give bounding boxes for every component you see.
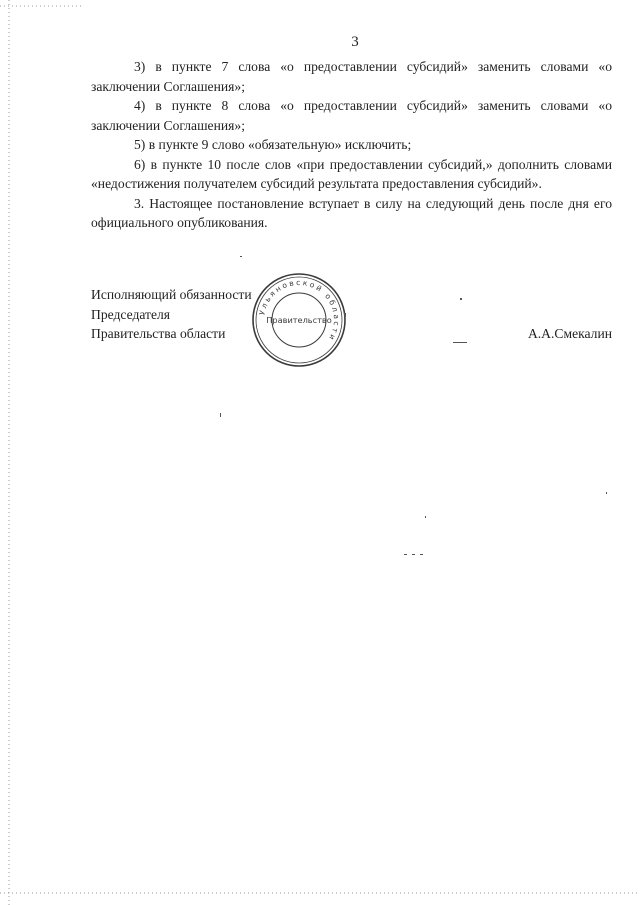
signatory-title-line-3: Правительства области xyxy=(91,326,226,341)
signatory-name: А.А.Смекалин xyxy=(527,326,612,341)
paragraph-item-6: 6) в пункте 10 после слов «при предоставлении субсидий,» дополнить словами «недостижения получателем субсидий результата предоставления субсидий». xyxy=(91,156,612,191)
paragraph-item-3: 3) в пункте 7 слова «о предоставлении субсидий» заменить словами «о заключении Соглашения»; xyxy=(91,59,612,94)
signatory-title-line-1: Исполняющий обязанности xyxy=(91,287,252,302)
paragraph-item-4: 4) в пункте 8 слова «о предоставлении субсидий» заменить словами «о заключении Соглашения»; xyxy=(91,98,612,133)
signatory-title xyxy=(91,285,252,344)
signatory-title-line-2: Председателя xyxy=(91,306,171,322)
seal-ring-text: Ульяновской области xyxy=(257,277,342,344)
paragraph-item-5: 5) в пункте 9 слово «обязательную» исключить; xyxy=(134,137,412,152)
document-body xyxy=(91,57,612,233)
official-seal-icon xyxy=(251,272,347,368)
paragraph-clause-3: 3. Настоящее постановление вступает в силу на следующий день после дня его официального опубликования. xyxy=(91,195,612,230)
page-number: 3 xyxy=(351,34,359,50)
seal-center-text: Правительство xyxy=(266,315,332,325)
